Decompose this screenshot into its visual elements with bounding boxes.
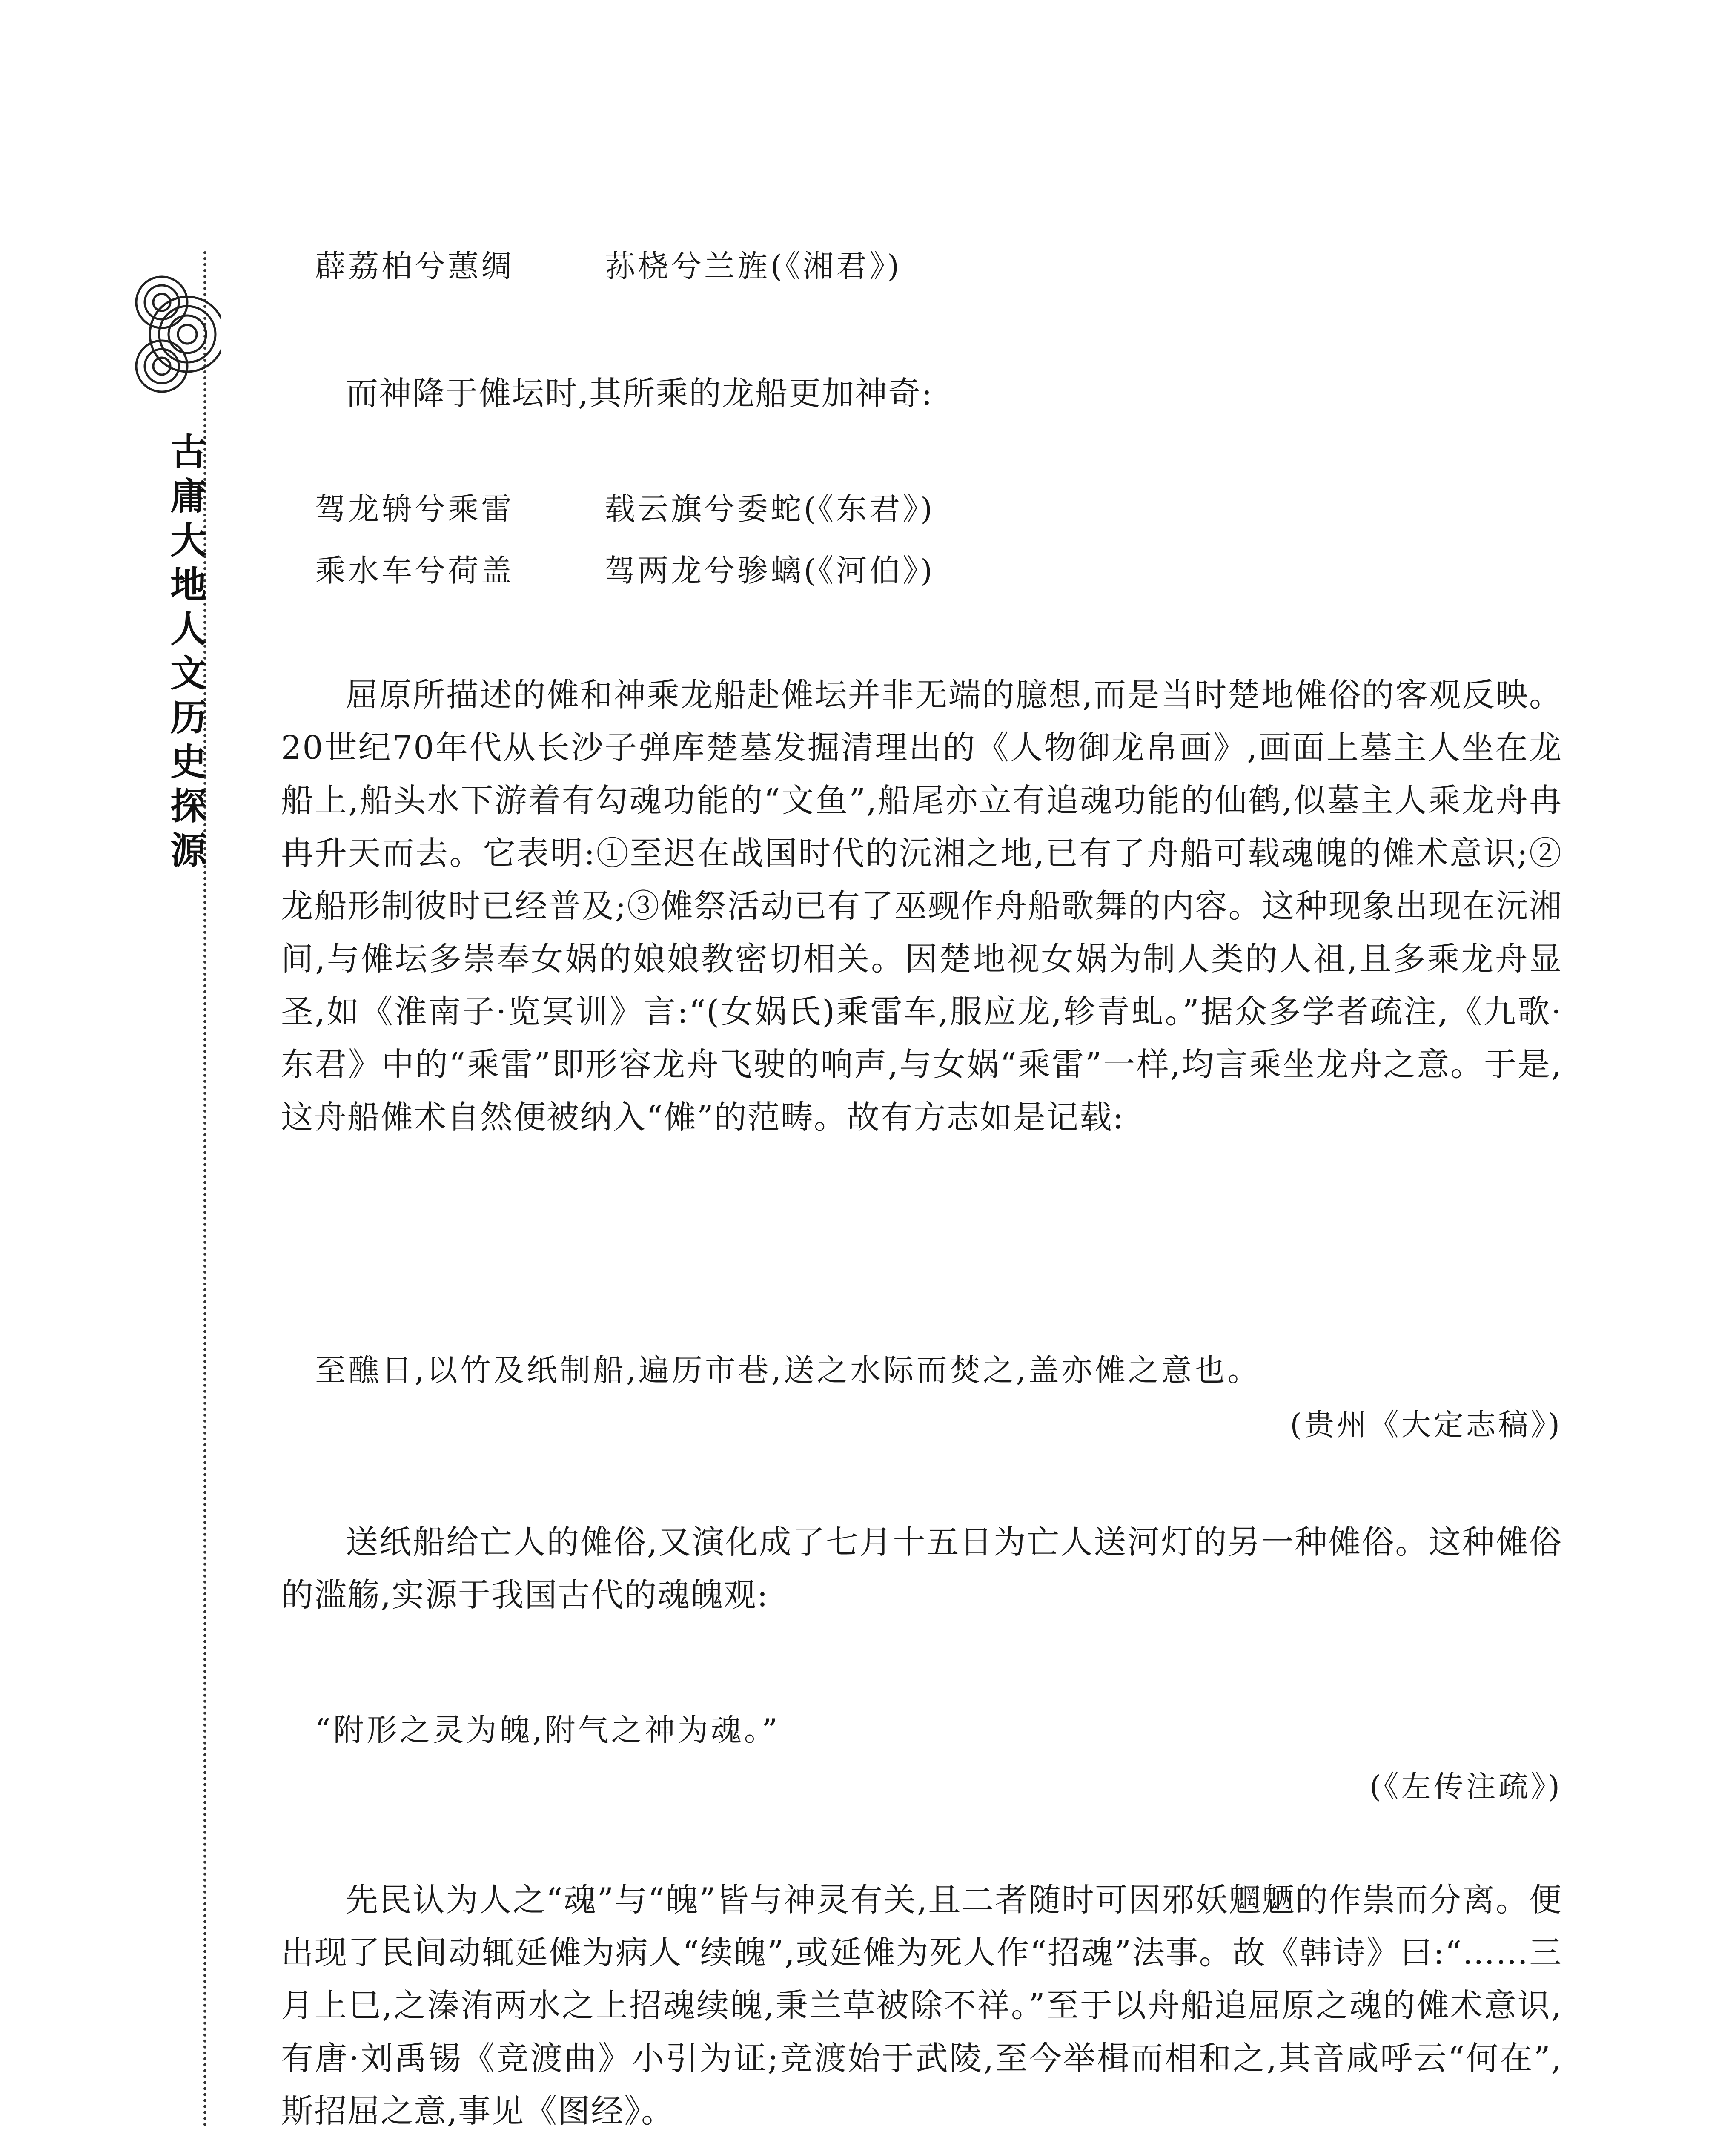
block-quote: “附形之灵为魄,附气之神为魂。” <box>315 1712 780 1748</box>
verse-line <box>315 549 935 592</box>
body-paragraph: 先民认为人之“魂”与“魄”皆与神灵有关,且二者随时可因邪妖魍魉的作祟而分离。便出现了民间动辄延傩为病人“续魄”,或延傩为死人作“招魂”法事。故《韩诗》曰:“……三月上巳,之溱洧两水之上招魂续魄,秉兰草被除不祥。”至于以舟船追屈原之魂的傩术意识,有唐·刘禹锡《竞渡曲》小引为证;竞渡始于武陵,至今举楫而相和之,其音咸呼云“何在”,斯招屈之意,事见《图经》。 <box>281 1881 1562 2129</box>
quote-citation: (《左传注疏》) <box>1369 1769 1562 1804</box>
spine-char: 探 <box>170 785 207 828</box>
spine-char: 史 <box>170 741 207 783</box>
verse-first-half: 驾龙辀兮乘雷 <box>315 491 515 527</box>
verse-line <box>315 245 902 287</box>
verse-second-half: 载云旗兮委蛇(《东君》) <box>604 491 935 527</box>
intro-paragraph: 而神降于傩坛时,其所乘的龙船更加神奇: <box>346 374 933 412</box>
verse-first-half: 乘水车兮荷盖 <box>315 553 515 588</box>
spine-char: 地 <box>170 564 207 606</box>
verse-first-half: 薜荔柏兮蕙绸 <box>315 248 515 284</box>
quote-citation: (贵州《大定志稿》) <box>1290 1407 1562 1442</box>
block-quote: 至醮日,以竹及纸制船,遍历市巷,送之水际而焚之,盖亦傩之意也。 <box>315 1352 1261 1388</box>
body-paragraph: 送纸船给亡人的傩俗,又演化成了七月十五日为亡人送河灯的另一种傩俗。这种傩俗的滥觞,实源于我国古代的魂魄观: <box>281 1523 1562 1614</box>
spine-char: 源 <box>170 829 207 872</box>
verse-second-half: 荪桡兮兰旌(《湘君》) <box>604 248 902 284</box>
spine-char: 文 <box>170 652 207 695</box>
body-paragraph: 屈原所描述的傩和神乘龙船赴傩坛并非无端的臆想,而是当时楚地傩俗的客观反映。20世纪70年代从长沙子弹库楚墓发掘清理出的《人物御龙帛画》,画面上墓主人坐在龙船上,船头水下游着有勾魂功能的“文鱼”,船尾亦立有追魂功能的仙鹤,似墓主人乘龙舟冉冉升天而去。它表明:①至迟在战国时代的沅湘之地,已有了舟船可载魂魄的傩术意识;②龙船形制彼时已经普及;③傩祭活动已有了巫觋作舟船歌舞的内容。这种现象出现在沅湘间,与傩坛多崇奉女娲的娘娘教密切相关。因楚地视女娲为制人类的人祖,且多乘龙舟显圣,如《淮南子·览冥训》言:“(女娲氏)乘雷车,服应龙,轸青虬。”据众多学者疏注,《九歌·东君》中的“乘雷”即形容龙舟飞驶的响声,与女娲“乘雷”一样,均言乘坐龙舟之意。于是,这舟船傩术自然便被纳入“傩”的范畴。故有方志如是记载: <box>281 676 1562 1136</box>
cloud-ornament-icon <box>123 251 221 417</box>
spine-char: 人 <box>170 608 207 651</box>
spine-char: 古 <box>170 431 207 473</box>
book-title-vertical <box>165 430 212 873</box>
verse-second-half: 驾两龙兮骖螭(《河伯》) <box>604 553 935 588</box>
spine-char: 历 <box>170 697 207 739</box>
spine-char: 大 <box>170 519 207 562</box>
verse-line <box>315 488 935 530</box>
spine-char: 庸 <box>170 475 207 518</box>
